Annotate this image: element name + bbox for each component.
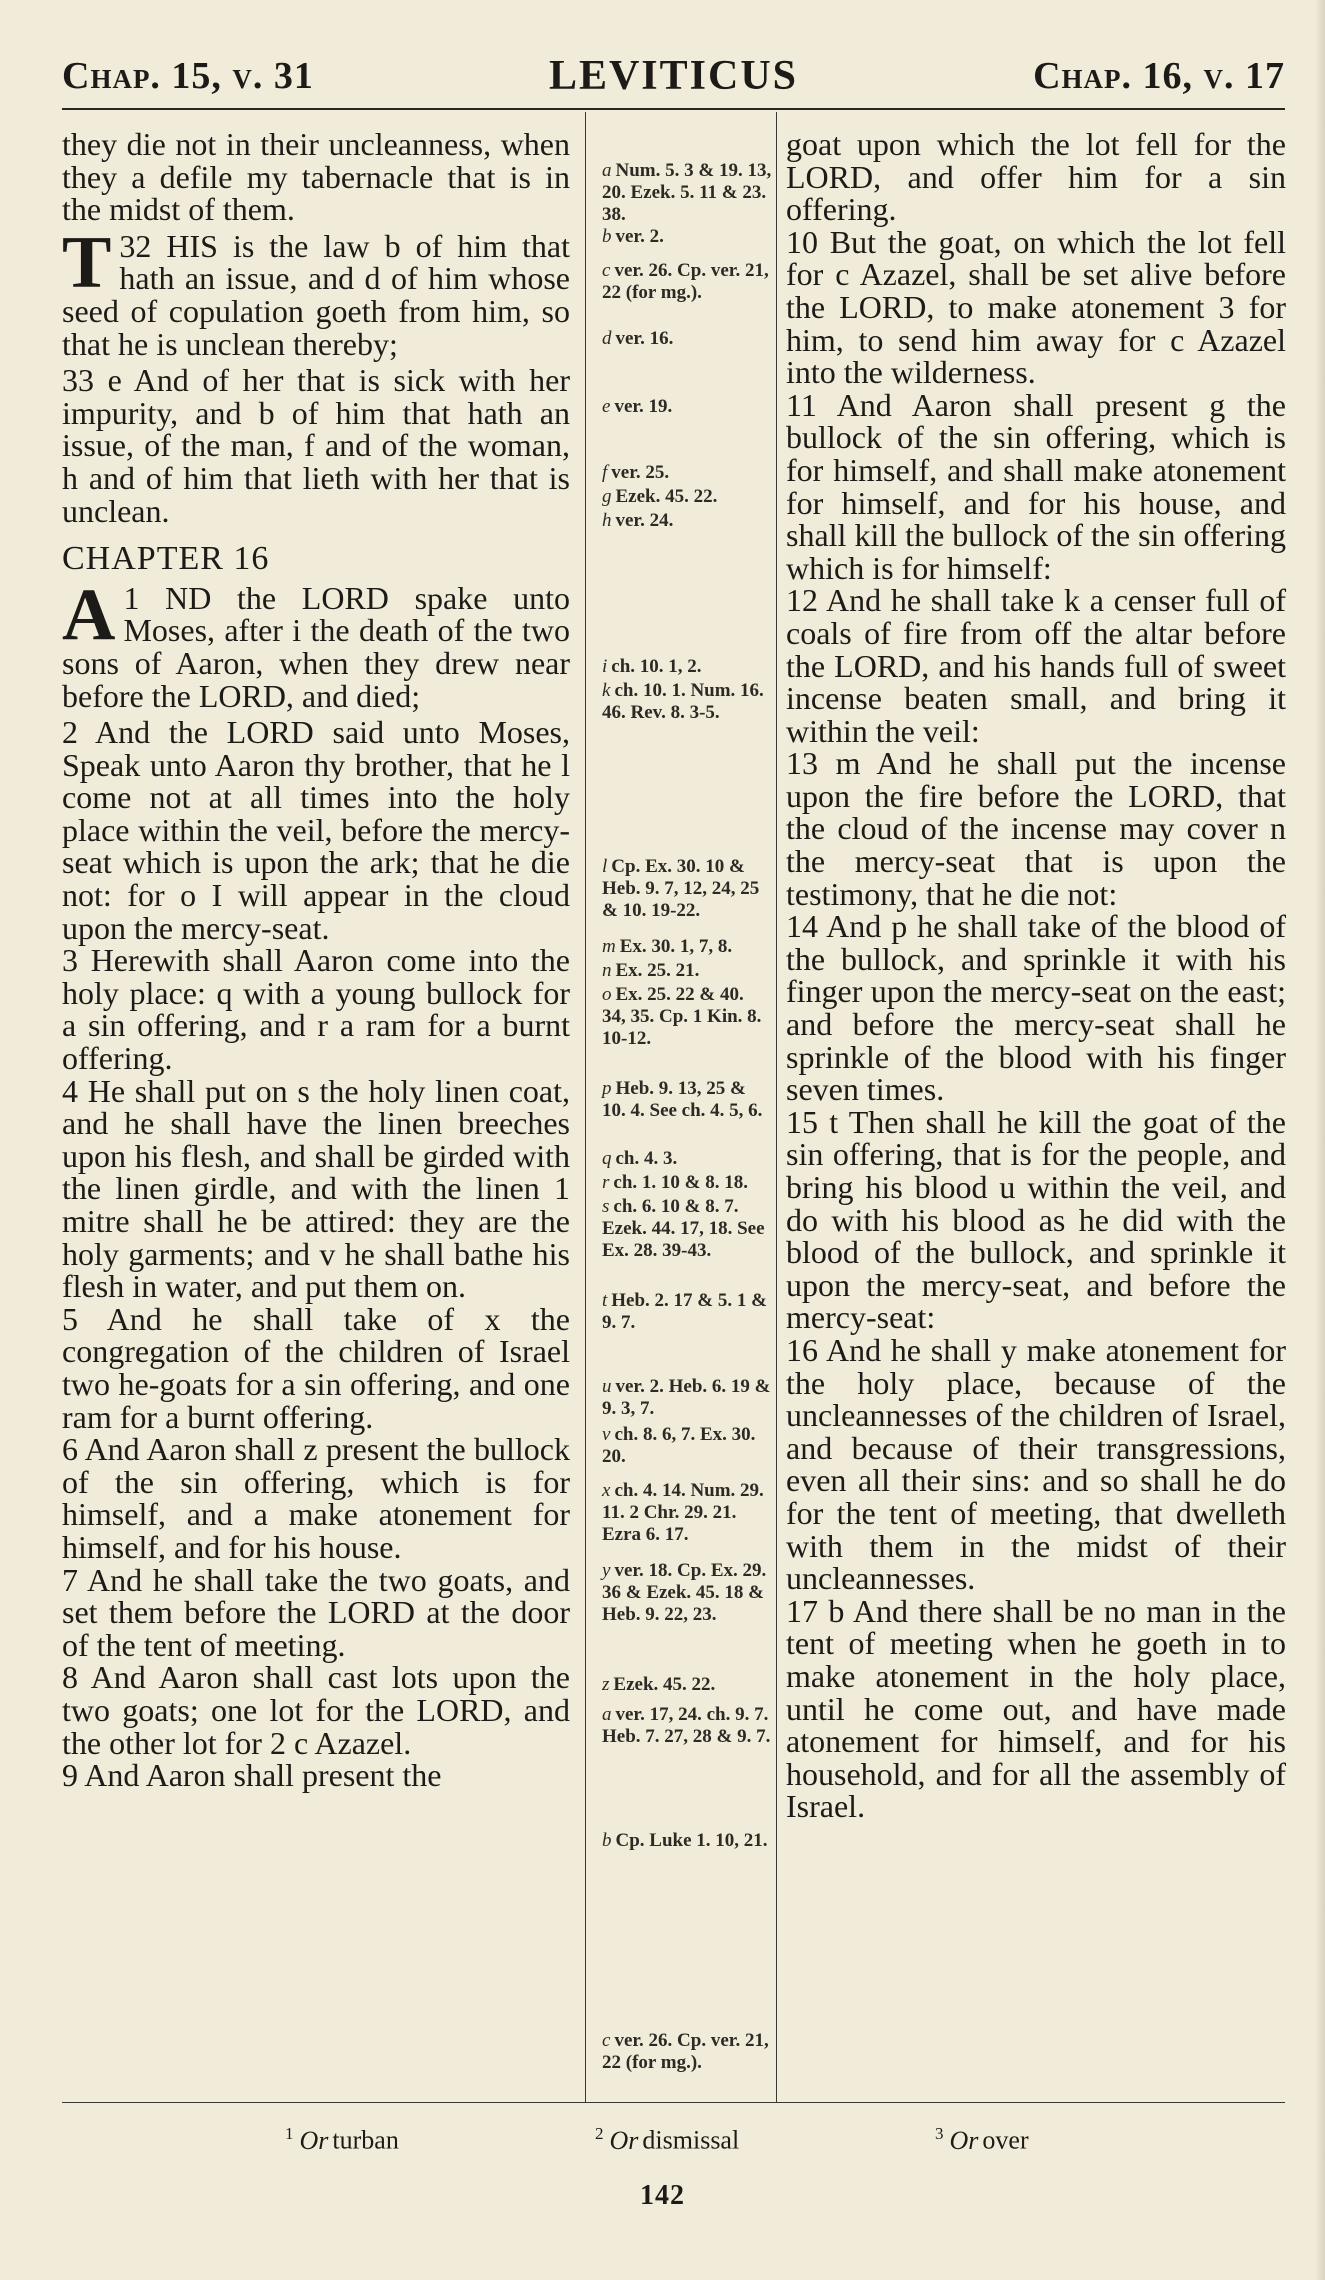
- ref-note: y ver. 18. Cp. Ex. 29. 36 & Ezek. 45. 18 & Heb. 9. 22, 23.: [602, 1560, 767, 1625]
- ref-note: f ver. 25.: [602, 462, 670, 483]
- verse-10: 10 But the goat, on which the lot fell for c Azazel, shall be set alive before the LORD, to make atonement 3 for him, to send him away for c Azazel into the wilderness.: [786, 223, 1286, 391]
- footnote-1: $^1$ Or turban: [285, 2124, 399, 2155]
- header-right: Chap. 16, v. 17: [1033, 55, 1285, 97]
- header-left: Chap. 15, v. 31: [62, 55, 314, 97]
- verse-17: 17 b And there shall be no man in the tent of meeting when he goeth in to make atonement in the holy place, until he come out, and have made atonement for himself, and for his household, and for all the assembly of Israel.: [786, 1592, 1286, 1825]
- verse-6: 6 And Aaron shall z present the bullock of the sin offering, which is for himself, and a make atonement for himself, and for his house.: [62, 1431, 570, 1565]
- verse-32: [62, 221, 571, 362]
- verse-31-end: they die not in their uncleanness, when they a defile my tabernacle that is in the midst of them.: [62, 126, 570, 228]
- ref-note: c ver. 26. Cp. ver. 21, 22 (for mg.).: [602, 2030, 769, 2073]
- column-divider-left: [585, 112, 586, 2102]
- verse-1: [62, 573, 571, 714]
- verse-2: 2 And the LORD said unto Moses, Speak unto Aaron thy brother, that he l come not at all times into the holy place within the veil, before the mercy-seat which is upon the ark; that he die not: for o I will appear in the cloud upon the mercy-seat.: [62, 714, 570, 946]
- header-rule: [62, 108, 1285, 110]
- column-divider-right: [776, 112, 777, 2102]
- ref-note: l Cp. Ex. 30. 10 & Heb. 9. 7, 12, 24, 25 & 10. 19-22.: [602, 856, 760, 921]
- drop-cap-t: T: [62, 221, 112, 304]
- ref-note: t Heb. 2. 17 & 5. 1 & 9. 7.: [602, 1290, 767, 1333]
- ref-note: k ch. 10. 1. Num. 16. 46. Rev. 8. 3-5.: [602, 680, 764, 723]
- ref-note: p Heb. 9. 13, 25 & 10. 4. See ch. 4. 5, 6.: [602, 1078, 763, 1121]
- verse-15: 15 t Then shall he kill the goat of the sin offering, that is for the people, and bring his blood u within the veil, and do with his blood as he did with the blood of the bullock, and sprinkle it upon the mercy-seat, and before the mercy-seat:: [786, 1103, 1286, 1336]
- verse-32-text: HIS is the law b of him that hath an issue, and d of him whose seed of copulation goeth from him, so that he is unclean thereby;: [62, 227, 571, 362]
- ref-note: x ch. 4. 14. Num. 29. 11. 2 Chr. 29. 21. Ezra 6. 17.: [602, 1480, 764, 1545]
- header-book-title: LEVITICUS: [548, 53, 799, 99]
- ref-note: b Cp. Luke 1. 10, 21.: [602, 1830, 768, 1851]
- verse-9-start: 9 And Aaron shall present the: [62, 1757, 442, 1794]
- ref-note: v ch. 8. 6, 7. Ex. 30. 20.: [602, 1424, 756, 1467]
- footnote-2: $^2$ Or dismissal: [595, 2124, 740, 2155]
- verse-9-end: goat upon which the lot fell for the LORD, and offer him for a sin offering.: [786, 126, 1286, 228]
- verse-11: 11 And Aaron shall present g the bullock of the sin offering, which is for himself, and shall make atonement for himself, and for his house, and shall kill the bullock of the sin offering which is for himself:: [786, 386, 1286, 586]
- verse-1-number: 1: [123, 579, 140, 616]
- left-text-column: [62, 128, 570, 1792]
- ref-note: g Ezek. 45. 22.: [602, 486, 718, 507]
- verse-5: 5 And he shall take of x the congregation of the children of Israel two he-goats for a sin offering, and one ram for a burnt offering.: [62, 1300, 570, 1435]
- chapter-heading: CHAPTER 16: [62, 540, 270, 578]
- verse-7: 7 And he shall take the two goats, and set them before the LORD at the door of the tent of meeting.: [62, 1561, 570, 1663]
- verse-32-number: 32: [119, 227, 152, 264]
- right-text-column: [786, 128, 1286, 1823]
- verse-12: 12 And he shall take k a censer full of coals of fire from off the altar before the LORD, and his hands full of sweet incense beaten small, and bring it within the veil:: [786, 582, 1286, 749]
- ref-note: m Ex. 30. 1, 7, 8.: [602, 936, 733, 957]
- verse-8: 8 And Aaron shall cast lots upon the two goats; one lot for the LORD, and the other lot for 2 c Azazel.: [62, 1659, 570, 1761]
- verse-13: 13 m And he shall put the incense upon the fire before the LORD, that the cloud of the incense may cover n the mercy-seat that is upon the testimony, that he die not:: [786, 745, 1286, 912]
- ref-note: z Ezek. 45. 22.: [602, 1674, 716, 1695]
- ref-note: c ver. 26. Cp. ver. 21, 22 (for mg.).: [602, 260, 769, 303]
- footnote-3: $^3$ Or over: [935, 2124, 1029, 2155]
- ref-note: a ver. 17, 24. ch. 9. 7. Heb. 7. 27, 28 & 9. 7.: [602, 1704, 771, 1747]
- ref-note: h ver. 24.: [602, 510, 674, 531]
- verse-4: 4 He shall put on s the holy linen coat, and he shall have the linen breeches upon his flesh, and shall be girded with the linen girdle, and with the linen 1 mitre shall he be attired: they are the holy garments; and v he shall bathe his flesh in water, and put them on.: [62, 1072, 570, 1305]
- footnote-rule: [62, 2102, 1285, 2103]
- ref-note: n Ex. 25. 21.: [602, 960, 700, 981]
- page-number: 142: [640, 2180, 685, 2211]
- ref-note: u ver. 2. Heb. 6. 19 & 9. 3, 7.: [602, 1376, 771, 1419]
- verse-1-text: ND the LORD spake unto Moses, after i the death of the two sons of Aaron, when they drew near before the LORD, and died;: [62, 579, 571, 714]
- page-edge-shadow: [1315, 0, 1325, 2280]
- running-header: [62, 48, 1285, 108]
- ref-note: q ch. 4. 3.: [602, 1148, 678, 1169]
- ref-note: b ver. 2.: [602, 226, 664, 247]
- verse-16: 16 And he shall y make atonement for the holy place, because of the uncleannesses of the children of Israel, and because of their transgressions, even all their sins: and so shall he do for the tent of meeting, that dwelleth with them in the midst of their uncleannesses.: [786, 1331, 1286, 1597]
- verse-3: 3 Herewith shall Aaron come into the holy place: q with a young bullock for a sin offering, and r a ram for a burnt offering.: [62, 942, 570, 1077]
- ref-note: e ver. 19.: [602, 396, 673, 417]
- ref-note: i ch. 10. 1, 2.: [602, 656, 702, 677]
- verse-14: 14 And p he shall take of the blood of the bullock, and sprinkle it with his finger upon the mercy-seat on the east; and before the mercy-seat shall he sprinkle of the blood with his finger seven times.: [786, 908, 1286, 1108]
- ref-note: a Num. 5. 3 & 19. 13, 20. Ezek. 5. 11 & 23. 38.: [602, 160, 772, 225]
- ref-note: r ch. 1. 10 & 8. 18.: [602, 1172, 748, 1193]
- ref-note: s ch. 6. 10 & 8. 7. Ezek. 44. 17, 18. See Ex. 28. 39-43.: [602, 1196, 765, 1261]
- drop-cap-a: A: [62, 573, 116, 656]
- verse-33: 33 e And of her that is sick with her impurity, and b of him that hath an issue, of the man, f and of the woman, h and of him that lieth with her that is unclean.: [62, 362, 570, 529]
- ref-note: d ver. 16.: [602, 328, 674, 349]
- ref-note: o Ex. 25. 22 & 40. 34, 35. Cp. 1 Kin. 8. 10-12.: [602, 984, 762, 1049]
